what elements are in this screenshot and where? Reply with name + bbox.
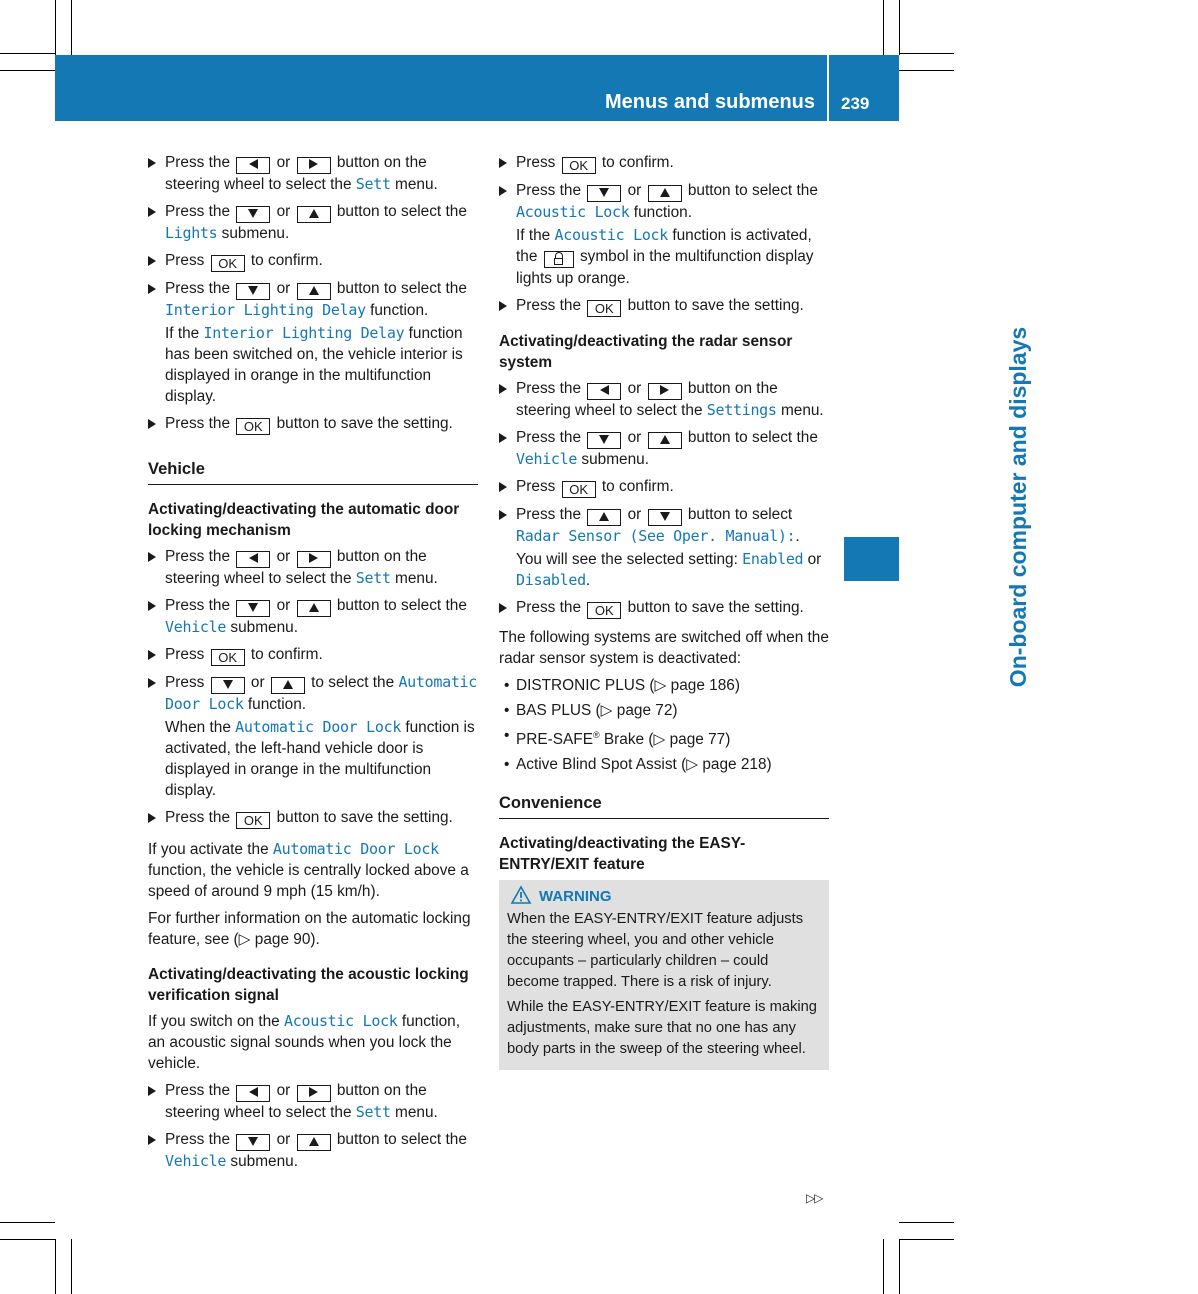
crop-mark xyxy=(71,0,72,55)
list-item: • BAS PLUS (▷ page 72) xyxy=(499,700,829,721)
instruction-step: Press the or button to select the Acoustic Lock function. If the Acoustic Lock function is activated, the symbol in the multifunction display lights up orange. xyxy=(499,180,829,289)
crop-mark xyxy=(899,53,954,54)
subsection-title: Activating/deactivating the automatic door locking mechanism xyxy=(148,501,460,539)
key-symbol xyxy=(297,283,331,300)
instruction-step: Press the or button to select Radar Sensor (See Oper. Manual):. You will see the selected setting: Enabled or Disabled. xyxy=(499,504,829,591)
key-symbol xyxy=(648,185,682,202)
step-arrow-icon xyxy=(148,1135,156,1145)
key-symbol xyxy=(587,383,621,400)
crop-mark xyxy=(0,1239,55,1240)
crop-mark xyxy=(883,0,884,55)
key-symbol xyxy=(236,1085,270,1102)
up-arrow-icon xyxy=(660,188,670,197)
instruction-step: Press or to select the Automatic Door Lock function. When the Automatic Door Lock function is activated, the left-hand vehicle door is displayed in orange in the multifunction display. xyxy=(148,672,478,801)
right-key xyxy=(297,157,331,174)
up-arrow-icon xyxy=(309,603,319,612)
key-symbol xyxy=(587,509,621,526)
down-arrow-icon xyxy=(248,209,258,218)
key-symbol xyxy=(297,1134,331,1151)
right-arrow-icon xyxy=(309,553,318,563)
ok-key: OK xyxy=(211,255,245,272)
crop-mark xyxy=(0,70,55,71)
page-title: Menus and submenus xyxy=(604,91,815,113)
up-arrow-icon xyxy=(283,680,293,689)
paragraph: If you activate the Automatic Door Lock function, the vehicle is centrally locked above a speed of around 9 mph (15 km/h). xyxy=(148,840,469,900)
crop-mark xyxy=(55,0,56,55)
instruction-step: Press the or button to select the Vehicle submenu. xyxy=(499,427,829,470)
lock-icon xyxy=(554,258,563,265)
instruction-step: Press the or button to select the Vehicle submenu. xyxy=(148,595,478,638)
key-symbol xyxy=(211,677,245,694)
instruction-step: Press OK to confirm. xyxy=(499,152,829,174)
instruction-step: Press the OK button to save the setting. xyxy=(148,413,478,435)
right-column xyxy=(499,152,829,1070)
right-arrow-icon xyxy=(660,385,669,395)
down-arrow-icon xyxy=(599,188,609,197)
paragraph: If you switch on the Acoustic Lock function, an acoustic signal sounds when you lock the vehicle. xyxy=(148,1012,461,1072)
key-symbol xyxy=(236,1134,270,1151)
down-arrow-icon xyxy=(248,1137,258,1146)
instruction-step: Press the or button to select the Interior Lighting Delay function. If the Interior Lighting Delay function has been switched on, the vehicle interior is displayed in orange in the multifunction display. xyxy=(148,278,478,407)
left-arrow-icon xyxy=(249,159,258,169)
crop-mark xyxy=(899,70,954,71)
step-arrow-icon xyxy=(148,601,156,611)
instruction-step: Press the OK button to save the setting. xyxy=(499,295,829,317)
subsection-title: Activating/deactivating the radar sensor system xyxy=(499,333,793,371)
down-arrow-icon xyxy=(248,286,258,295)
key-symbol xyxy=(236,206,270,223)
step-arrow-icon xyxy=(499,482,507,492)
ok-key: OK xyxy=(562,157,596,174)
key-symbol xyxy=(648,509,682,526)
step-arrow-icon xyxy=(148,650,156,660)
step-arrow-icon xyxy=(499,158,507,168)
paragraph: For further information on the automatic locking feature, see (▷ page 90). xyxy=(148,910,471,948)
list-item: • Active Blind Spot Assist (▷ page 218) xyxy=(499,754,829,775)
warning-text: When the EASY-ENTRY/EXIT feature adjusts the steering wheel, you and other vehicle occupants – particularly children – could become trapped. There is a risk of injury. xyxy=(507,911,804,991)
crop-mark xyxy=(883,1239,884,1294)
instruction-step: Press the or button on the steering wheel to select the Sett menu. xyxy=(148,152,478,195)
step-arrow-icon xyxy=(148,207,156,217)
key-symbol xyxy=(297,600,331,617)
up-arrow-icon xyxy=(309,209,319,218)
crop-mark xyxy=(899,1222,954,1223)
crop-mark xyxy=(55,1239,56,1294)
instruction-step: Press the or button on the steering wheel to select the Sett menu. xyxy=(148,546,478,589)
down-arrow-icon xyxy=(223,680,233,689)
key-symbol xyxy=(648,383,682,400)
instruction-step: Press the or button to select the Vehicle submenu. xyxy=(148,1129,478,1172)
step-arrow-icon xyxy=(148,813,156,823)
warning-header: WARNING xyxy=(511,886,821,907)
key-symbol xyxy=(236,551,270,568)
list-item: • DISTRONIC PLUS (▷ page 186) xyxy=(499,675,829,696)
instruction-step: Press the or button on the steering wheel to select the Settings menu. xyxy=(499,378,829,421)
up-arrow-icon xyxy=(660,435,670,444)
header-band xyxy=(55,55,899,121)
step-arrow-icon xyxy=(499,603,507,613)
left-arrow-icon xyxy=(249,553,258,563)
list-item: • PRE-SAFE® Brake (▷ page 77) xyxy=(499,725,829,750)
down-arrow-icon xyxy=(660,512,670,521)
left-key xyxy=(236,157,270,174)
right-arrow-icon xyxy=(309,1087,318,1097)
left-arrow-icon xyxy=(249,1087,258,1097)
right-arrow-icon xyxy=(309,159,318,169)
left-arrow-icon xyxy=(600,385,609,395)
instruction-step: Press the OK button to save the setting. xyxy=(148,807,478,829)
ok-key: OK xyxy=(236,812,270,829)
step-arrow-icon xyxy=(499,510,507,520)
step-arrow-icon xyxy=(148,284,156,294)
key-symbol xyxy=(587,432,621,449)
continue-marker: ▷▷ xyxy=(806,1191,823,1205)
side-tab-marker xyxy=(844,537,899,581)
crop-mark xyxy=(0,1222,55,1223)
crop-mark xyxy=(899,1239,954,1240)
instruction-step: Press OK to confirm. xyxy=(148,250,478,272)
subsection-title: Activating/deactivating the EASY-ENTRY/EXIT feature xyxy=(499,835,746,874)
left-column xyxy=(148,152,478,1178)
ok-key: OK xyxy=(587,602,621,619)
warning-icon xyxy=(511,886,531,904)
step-arrow-icon xyxy=(148,419,156,429)
side-tab-label: On-board computer and displays xyxy=(1004,326,1031,688)
crop-mark xyxy=(899,0,900,55)
key-symbol xyxy=(271,677,305,694)
ok-key: OK xyxy=(562,481,596,498)
up-arrow-icon xyxy=(599,512,609,521)
step-arrow-icon xyxy=(499,186,507,196)
crop-mark xyxy=(899,1239,900,1294)
key-symbol xyxy=(297,1085,331,1102)
instruction-step: Press OK to confirm. xyxy=(148,644,478,666)
down-arrow-icon xyxy=(599,435,609,444)
up-arrow-icon xyxy=(309,1137,319,1146)
instruction-step: Press OK to confirm. xyxy=(499,476,829,498)
ok-key: OK xyxy=(236,418,270,435)
section-title-convenience: Convenience xyxy=(499,793,829,819)
section-title-vehicle: Vehicle xyxy=(148,459,478,485)
step-arrow-icon xyxy=(499,301,507,311)
crop-mark xyxy=(0,53,55,54)
instruction-step: Press the OK button to save the setting. xyxy=(499,597,829,619)
step-arrow-icon xyxy=(499,433,507,443)
key-symbol xyxy=(648,432,682,449)
step-arrow-icon xyxy=(148,158,156,168)
key-symbol xyxy=(297,206,331,223)
warning-text: While the EASY-ENTRY/EXIT feature is making adjustments, make sure that no one has any body parts in the sweep of the steering wheel. xyxy=(507,999,817,1058)
down-arrow-icon xyxy=(248,603,258,612)
key-symbol xyxy=(236,600,270,617)
warning-box xyxy=(499,880,829,1070)
ok-key: OK xyxy=(211,649,245,666)
up-arrow-icon xyxy=(309,286,319,295)
key-symbol xyxy=(297,551,331,568)
ok-key: OK xyxy=(587,300,621,317)
step-arrow-icon xyxy=(148,552,156,562)
page-number: 239 xyxy=(841,94,870,113)
crop-mark xyxy=(71,1239,72,1294)
key-symbol xyxy=(587,185,621,202)
paragraph: The following systems are switched off when the radar sensor system is deactivated: xyxy=(499,629,829,667)
step-arrow-icon xyxy=(148,1086,156,1096)
lock-key xyxy=(544,251,574,268)
step-arrow-icon xyxy=(499,384,507,394)
step-arrow-icon xyxy=(148,256,156,266)
key-symbol xyxy=(236,283,270,300)
instruction-step: Press the or button to select the Lights submenu. xyxy=(148,201,478,244)
subsection-title: Activating/deactivating the acoustic locking verification signal xyxy=(148,966,469,1004)
instruction-step: Press the or button on the steering wheel to select the Sett menu. xyxy=(148,1080,478,1123)
header-divider xyxy=(827,55,829,121)
step-arrow-icon xyxy=(148,678,156,688)
